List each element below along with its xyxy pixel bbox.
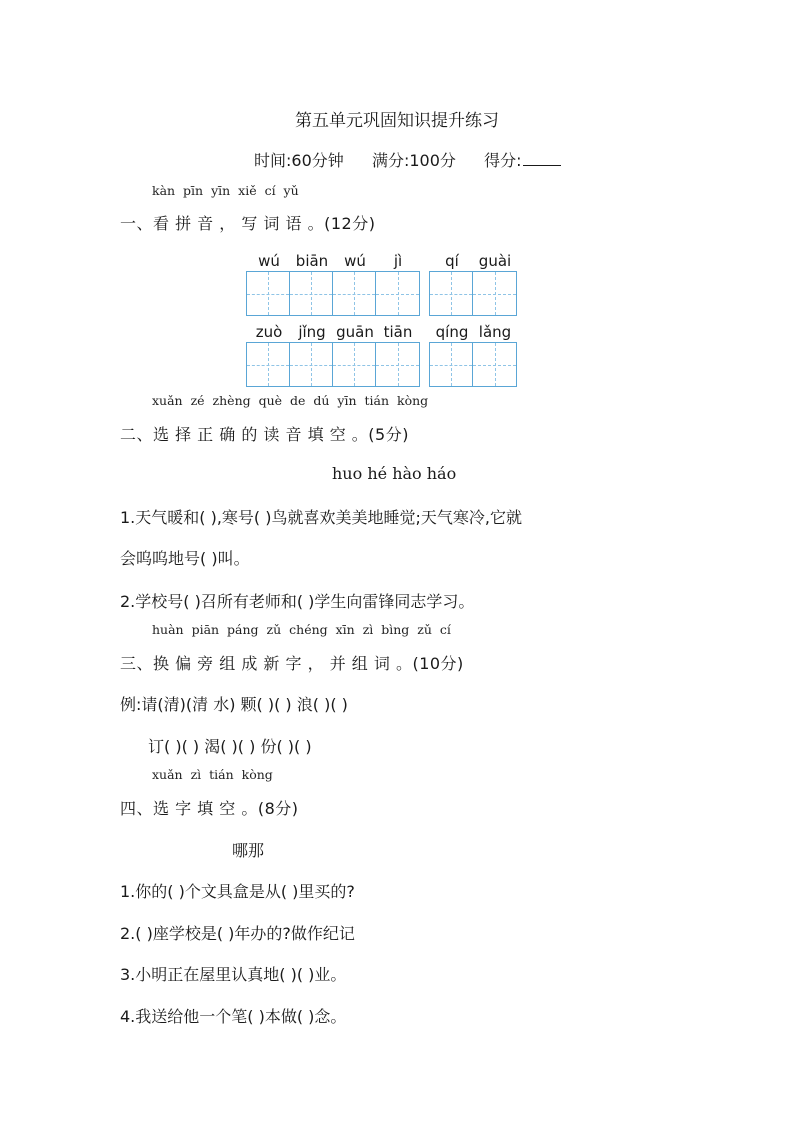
section3-row1: 例:请(清)(清 水) 颗( )( ) 浪( )( ) [120, 695, 348, 714]
section3-pinyin: huàn piān páng zǔ chéng xīn zì bìng zǔ cí [152, 622, 451, 637]
grid-cell[interactable] [376, 272, 419, 315]
grid-pinyin: qíng [435, 323, 469, 341]
grid-pinyin: guān [336, 323, 374, 341]
score-blank[interactable] [523, 151, 561, 166]
section2-options: huo hé hào háo [332, 464, 457, 483]
grid-cell[interactable] [473, 272, 516, 315]
grid-pinyin: jǐng [298, 323, 326, 341]
grid-pinyin: qí [445, 252, 459, 270]
question-2-2: 2.学校号( )召所有老师和( )学生向雷锋同志学习。 [120, 592, 475, 611]
grid-cell[interactable] [333, 343, 376, 386]
grid-cell[interactable] [247, 272, 290, 315]
question-4-3: 3.小明正在屋里认真地( )( )业。 [120, 965, 347, 984]
grid-pinyin: guài [478, 252, 512, 270]
section3-title: 三、换 偏 旁 组 成 新 字 ， 并 组 词 。(10分) [120, 654, 464, 673]
grid-cell[interactable] [376, 343, 419, 386]
grid-cell[interactable] [247, 343, 290, 386]
exam-meta [254, 148, 561, 171]
question-4-1: 1.你的( )个文具盒是从( )里买的? [120, 882, 355, 901]
section1-title: 一、看 拼 音 ， 写 词 语 。(12分) [120, 214, 376, 233]
section2-title: 二、选 择 正 确 的 读 音 填 空 。(5分) [120, 425, 409, 444]
grid-pinyin: wú [344, 252, 366, 270]
time-limit: 时间:60分钟 [254, 151, 344, 170]
page-title: 第五单元巩固知识提升练习 [295, 111, 499, 131]
question-2-1b: 会呜呜地号( )叫。 [120, 549, 250, 568]
grid-pinyin: tiān [383, 323, 413, 341]
question-4-2: 2.( )座学校是( )年办的?做作纪记 [120, 924, 355, 943]
grid-pinyin: jì [393, 252, 403, 270]
grid-pinyin: zuò [255, 323, 283, 341]
grid-pinyin: lǎng [478, 323, 512, 341]
question-4-4: 4.我送给他一个笔( )本做( )念。 [120, 1007, 347, 1026]
section3-row2: 订( )( ) 渴( )( ) 份( )( ) [148, 737, 312, 756]
section4-options: 哪那 [232, 841, 265, 860]
question-2-1a: 1.天气暖和( ),寒号( )鸟就喜欢美美地睡觉;天气寒冷,它就 [120, 508, 522, 527]
writing-grid-3[interactable] [246, 342, 420, 387]
full-score: 满分:100分 [371, 151, 456, 170]
grid-cell[interactable] [473, 343, 516, 386]
section4-title: 四、选 字 填 空 。(8分) [120, 799, 299, 818]
section2-pinyin: xuǎn zé zhèng què de dú yīn tián kòng [152, 393, 429, 408]
grid-cell[interactable] [430, 343, 473, 386]
writing-grid-4[interactable] [429, 342, 517, 387]
writing-grid-2[interactable] [429, 271, 517, 316]
section1-pinyin: kàn pīn yīn xiě cí yǔ [152, 183, 299, 198]
writing-grid-1[interactable] [246, 271, 420, 316]
grid-cell[interactable] [290, 272, 333, 315]
grid-pinyin: wú [258, 252, 280, 270]
grid-pinyin: biān [295, 252, 329, 270]
score-label: 得分: [484, 151, 522, 170]
grid-cell[interactable] [333, 272, 376, 315]
grid-cell[interactable] [430, 272, 473, 315]
grid-cell[interactable] [290, 343, 333, 386]
section4-pinyin: xuǎn zì tián kòng [152, 767, 273, 782]
